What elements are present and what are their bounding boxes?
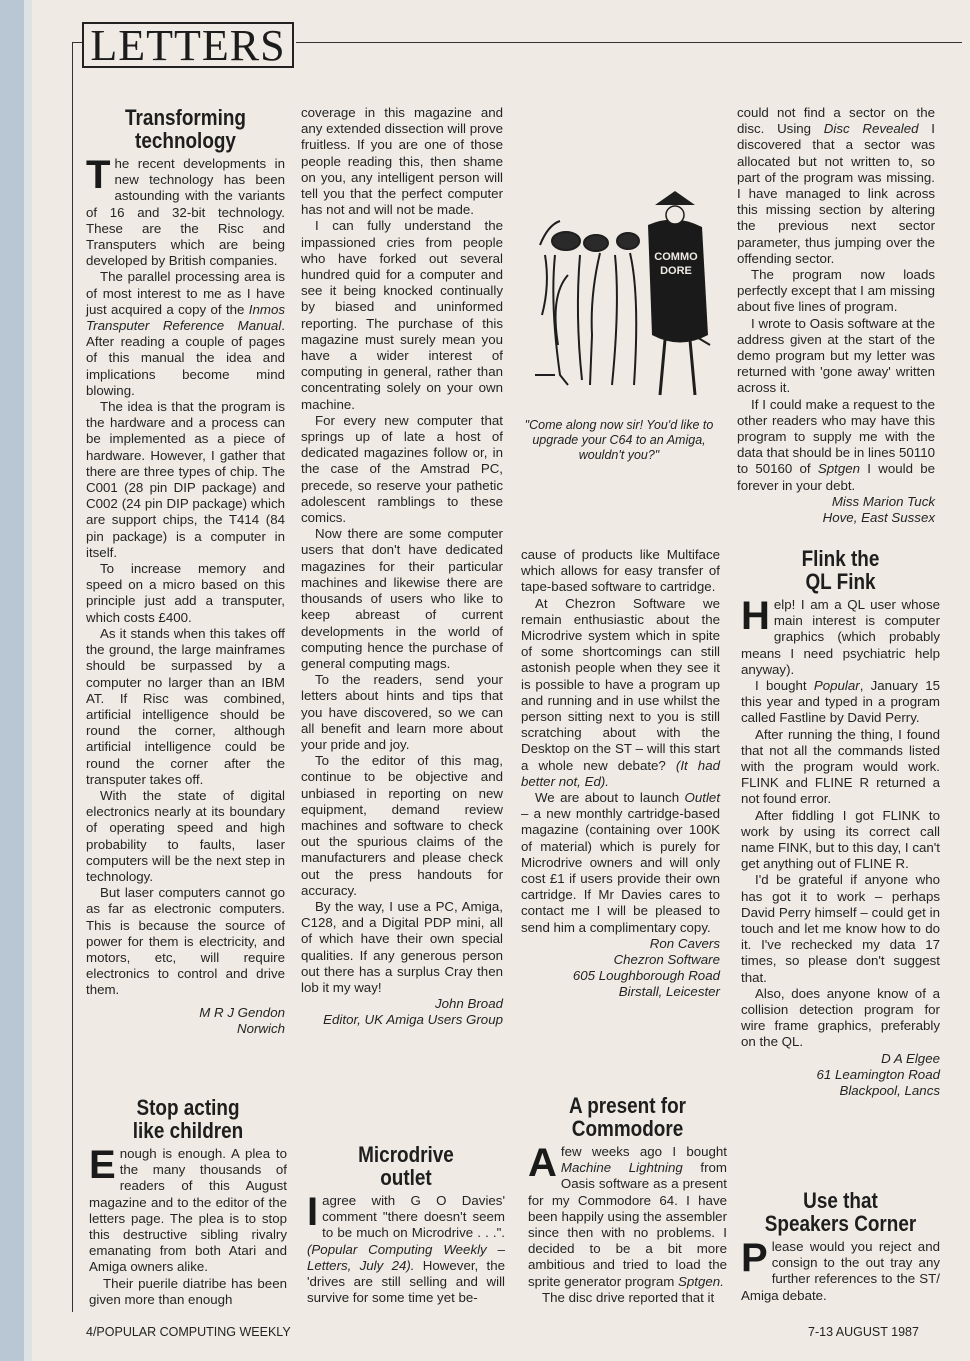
signature: John Broad [434,996,503,1012]
cartoon-caption: "Come along now sir! You'd like to upgrade your C64 to an Amiga, wouldn't you?" [524,418,714,462]
signature-location: Editor, UK Amiga Users Group [323,1012,503,1028]
headline: Microdrive outlet [358,1142,454,1190]
letter-broad: coverage in this magazine and any extended dissection will prove fruitless. If you are one of those people reading this, then shame on you, any intelligent person will tell you that the perfect computer has not and will not be made. I can fully understand the impassioned cries from people who have forked out several hundred quid for a computer and see it being knocked continually by biased and uninformed reporting. The purchase of this magazine must surely mean you have a wider interest of computing in general, rather than concentrating solely on your own machine. For every new computer that springs up of late a host of dedicated magazines follow or, in the case of the Amstrad PC, precede, so reserve your pathetic adolescent ramblings to these comics. Now there are some computer users that don't have dedicated magazines for their particular machines and likewise there are thousands of users who like to keep abreast of current developments in the world of computing hence the purchase of general computing mags. To the readers, send your letters about hints and tips that you have discovered, so we can all benefit and learn more about your pride and joy. To the editor of this mag, continue to be objective and unbiased in reporting on new equipment, demand review machines and software to check out the spurious claims of the manufacturers and please check out the press handouts for accuracy. By the way, I use a PC, Amiga, C128, and a Digital PDP mini, all of which have their own special qualities. If any generous person out there has a surplus Cray then lob it my way! John Broad Editor, UK Amiga Users Group [301,105,503,1028]
letter-flink: Flink the QL Fink Help! I am a QL user whose main interest is computer graphics (which probably means I need psychiatric help anyway). I bought Popular, January 15 this year and typed in a program called Fastline by David Perry. After running the thing, I found that not all the commands listed with the program would work. FLINK and FLINE R returned a not found error. After fiddling I got FLINK to work by using its correct call name FINK, but to this day, I can't get anything out of FLINE R. I'd be grateful if anyone who has got it to work – perhaps David Perry himself – could get in touch and let me know how to do it. I've rechecked my data 17 times, so please don't suggest that. Also, does anyone know of a collision detection program for wire frame graphics, preferably on the QL. D A Elgee 61 Leamington Road Blackpool, Lancs [741,546,940,1099]
headline: Use that Speakers Corner [764,1188,917,1236]
letter-body: The recent developments in new technology has been astounding with the variants of 16 and 32-bit technology. These are the Risc and Transputers which are being developed by British companies. [86,153,285,269]
letter-microdrive-outlet: Microdrive outlet Iagree with G O Davies' comment "there doesn't seem to be much on Microdrive . . .". (Popular Computing Weekly – Letters, July 24). However, the 'drives are still selling and will survive for some time yet be- [307,1142,506,1306]
headline: Stop acting like children [132,1095,244,1143]
drop-cap: A [528,1141,557,1185]
headline: Transforming technology [125,105,246,153]
signature-address: 605 Loughborough Road [572,968,720,984]
signature-location: Birstall, Leicester [618,984,720,1000]
headline: Flink the QL Fink [801,546,880,594]
signature-location: Norwich [236,1020,285,1036]
signature-location: Hove, East Sussex [822,510,935,526]
signature: D A Elgee [881,1050,940,1066]
signature-location: Blackpool, Lancs [839,1083,940,1099]
letter-tuck: could not find a sector on the disc. Using Disc Revealed I discovered that a sector was allocated but not written to, so part of the program was missing. I have managed to link across this missing section by altering the previous next sector parameter, thus jumping over the offending sector. The program now loads perfectly except that I am missing about five lines of program. I wrote to Oasis software at the address given at the start of the demo program but my letter was returned with 'gone away' written across it. If I could make a request to the other readers who may have this program to supply me with the data that should be in lines 50110 to 50160 of Sptgen I would be forever in your debt. Miss Marion Tuck Hove, East Sussex [737,105,936,526]
letter-transforming: Transforming technology The recent developments in new technology has been astounding with the variants of 16 and 32-bit technology. These are the Risc and Transputers which are being developed by British companies. The parallel processing area is of most interest to me as I have just acquired a copy of the Inmos Transputer Reference Manual. After reading a couple of pages of this manual the idea and implications become mind blowing. The idea is that the program is the hardware and a process can be implemented as a piece of hardware. However, I gather that there are three types of chip. The C001 (28 pin DIP package) and C002 (24 pin DIP package) which are support chips, the T414 (84 pin package) is a computer in itself. To increase memory and speed on a micro based on this principle just add a transputer, which costs £400. As it stands when this takes off the ground, the large mainframes should be surpassed by a computer no larger than an IBM AT. If Risc was combined, artificial intelligence should be round the corner, although artificial intelligence could be round the corner after the transputer takes off. With the state of digital electronics nearly at its boundary of operating speed and high probability to faults, laser computers will be the next step in technology. But laser computers cannot go as far as electronic computers. This is because the source of power for them is electricity, and motors, etc, will require electronics to control and drive them. M R J Gendon Norwich [86,105,285,1036]
page-footer-folio: 4/POPULAR COMPUTING WEEKLY [86,1325,291,1339]
signature: M R J Gendon [199,1004,285,1020]
letter-speakers-corner: Use that Speakers Corner Please would you reject and consign to the out tray any further references to the ST/ Amiga debate. [741,1188,940,1303]
header-rule-left [72,42,82,43]
signature-address: 61 Leamington Road [816,1066,940,1082]
letter-cavers: cause of products like Multiface which allows for easy transfer of tape-based software to cartridge. At Chezron Software we remain enthusiastic about the Microdrive system which in spite of some shortcomings can still astonish people when they see it is possible to have a program up and running and in use whilst the person sitting next to you is still scratching about with the Desktop on the ST – will this start a whole new debate? (It had better not, Ed). We are about to launch Outlet – a new monthly cartridge-based magazine (containing over 100K of material) which is purely for Microdrive owners and will only cost £1 if users provide their own cartridge. If Mr Davies cares to contact me I will be pleased to send him a complimentary copy. Ron Cavers Chezron Software 605 Loughborough Road Birstall, Leicester [521,547,721,1000]
drop-cap: I [307,1190,319,1234]
page-footer-date: 7-13 AUGUST 1987 [808,1325,919,1339]
drop-cap: T [86,153,111,197]
section-rule-vertical [72,42,73,1312]
page-edge [0,0,24,1361]
header-rule [296,42,962,43]
signature: Miss Marion Tuck [831,493,935,509]
letter-present-for-commodore: A present for Commodore Afew weeks ago I bought Machine Lightning from Oasis software as a present for my Commodore 64. I have been happily using the assembler since then with no problems. I decided to be a bit more ambitious and tried to load the sprite generator program Sptgen. The disc drive reported that it [528,1093,727,1305]
signature-company: Chezron Software [613,952,720,968]
cartoon-label: COMMO [654,251,698,263]
headline: A present for Commodore [568,1093,687,1141]
page-edge-highlight [24,0,32,1361]
letter-stop-acting: Stop acting like children Enough is enough. A plea to the many thousands of readers of this August magazine and to the editor of the letters page. The plea is to stop this destructive sibling rivalry emanating from both Atari and Amiga owners alike. Their puerile diatribe has been given more than enough [89,1095,287,1307]
signature: Ron Cavers [649,935,720,951]
cartoon-label: DORE [660,265,692,277]
cartoon-illustration [520,185,720,410]
drop-cap: E [89,1143,116,1187]
drop-cap: P [741,1236,768,1280]
section-title: LETTERS [82,22,294,68]
drop-cap: H [741,594,770,638]
